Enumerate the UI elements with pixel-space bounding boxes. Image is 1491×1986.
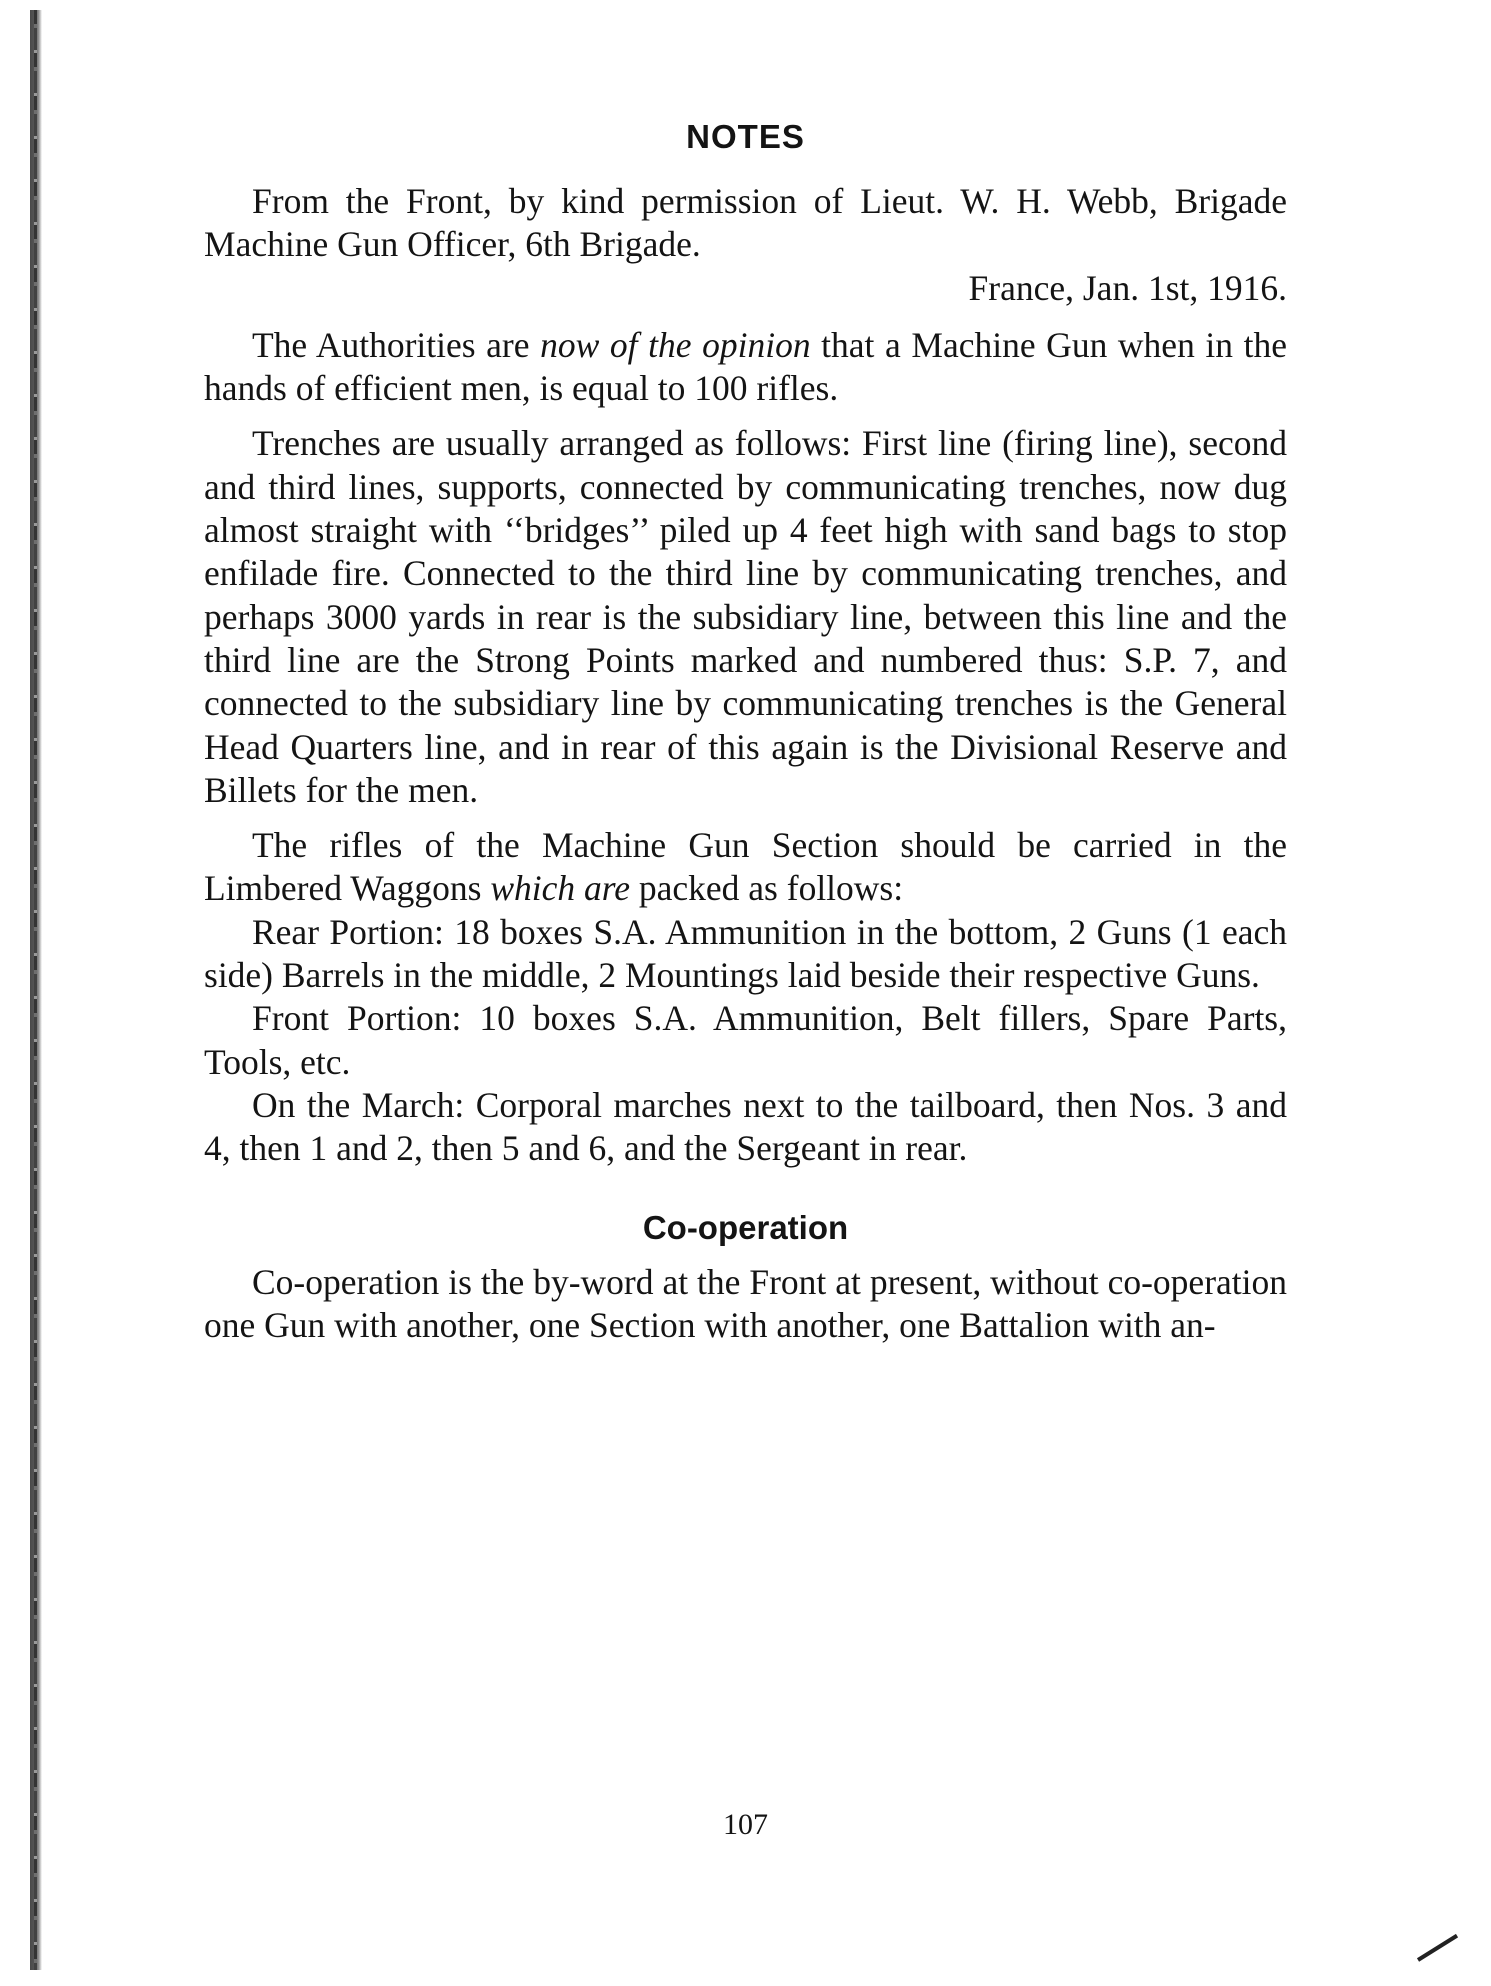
dateline: France, Jan. 1st, 1916. xyxy=(968,267,1287,308)
page-heading: NOTES xyxy=(686,118,805,155)
paragraph-rifles-italic: which are xyxy=(490,868,631,909)
binding-edge xyxy=(30,10,42,1970)
corner-mark xyxy=(1417,1934,1458,1962)
paragraph-rear-portion: Rear Portion: 18 boxes S.A. Ammunition in the bottom, 2 Guns (1 each side) Barrels in the middle, 2 Mountings laid beside their respective Guns. xyxy=(204,911,1287,996)
paragraph-authorities-italic: now of the opinion xyxy=(540,324,811,365)
paragraph-authorities-part-b: that a Machine Gun when in the hands of efficient men, is equal to 100 rifles. xyxy=(204,324,1288,409)
paragraph-rifles-part-a: The rifles of the Machine Gun Section should be carried in the Limbered Waggons xyxy=(204,825,1287,909)
page-body xyxy=(204,118,1287,1347)
page-number: 107 xyxy=(723,1808,768,1841)
paragraph-source: From the Front, by kind permission of Lieut. W. H. Webb, Brigade Machine Gun Officer, 6th Brigade. xyxy=(204,181,1287,265)
paragraph-rifles-part-b: packed as follows: xyxy=(630,868,904,909)
section-heading-cooperation: Co-operation xyxy=(642,1208,849,1246)
paragraph-front-portion: Front Portion: 10 boxes S.A. Ammunition, Belt fillers, Spare Parts, Tools, etc. xyxy=(204,998,1287,1082)
paragraph-trenches: Trenches are usually arranged as follows: First line (firing line), second and third lines, supports, connected by communicating trenches, now dug almost straight with ‘‘bridges’’ piled up 4 feet high with sand bags to stop enfilade fire. Connected to the third line by communicating trenches, and perhaps 3000 yards in rear is the subsidiary line, between this line and the third line are the Strong Points marked and numbered thus: S.P. 7, and connected to the subsidiary line by communicating trenches is the General Head Quarters line, and in rear of this again is the Divisional Reserve and Billets for the men. xyxy=(204,423,1287,810)
paragraph-cooperation: Co-operation is the by-word at the Front at present, without co-operation one Gun with another, one Section with another, one Battalion with an- xyxy=(204,1261,1287,1345)
paragraph-on-the-march: On the March: Corporal marches next to the tailboard, then Nos. 3 and 4, then 1 and 2, then 5 and 6, and the Sergeant in rear. xyxy=(204,1084,1287,1169)
paragraph-rifles xyxy=(204,824,1287,911)
paragraph-authorities xyxy=(204,324,1287,411)
paragraph-authorities-part-a: The Authorities are xyxy=(252,324,541,365)
